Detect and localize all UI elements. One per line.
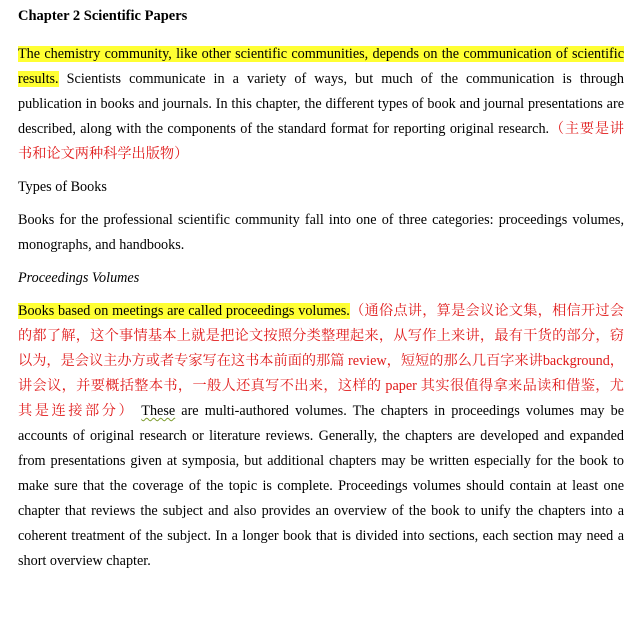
- chapter-title: Chapter 2 Scientific Papers: [18, 8, 188, 24]
- intro-paragraph: [18, 42, 624, 167]
- intro-annotation: （主要是讲书和论文两种科学出版物）: [18, 121, 624, 162]
- intro-text: Scientists communicate in a variety of ways, but much of the communication is through publication in books and journals. In this chapter, the different types of book and journal presentations are described, along with the components of the standard format for reporting original research.: [18, 71, 624, 137]
- annotation-part-b: ，短短的那么几百字来讲: [386, 353, 543, 369]
- proceedings-annotation: [18, 303, 624, 419]
- intro-highlight: The chemistry community, like other scientific communities, depends on the communication of scientific results.: [18, 46, 624, 87]
- proceedings-highlight: Books based on meetings are called proceedings volumes.: [18, 303, 350, 319]
- proceedings-heading: Proceedings Volumes: [18, 270, 140, 286]
- annotation-part-c: ，讲会议，并要概括整本书，一般人还真写不出来，这样的: [18, 353, 624, 394]
- proceedings-paragraph: [18, 299, 624, 574]
- types-heading: Types of Books: [18, 179, 107, 195]
- annotation-part-d: 其实很值得拿来品读和借鉴，尤其是连接部分）: [18, 378, 624, 419]
- annotation-word-background: background: [542, 353, 610, 369]
- annotation-word-review: review: [348, 353, 387, 369]
- annotation-part-a: （通俗点讲，算是会议论文集，相信开过会的都了解，这个事情基本上就是把论文按照分类整理起来，从写作上来讲，最有干货的部分，窃以为，是会议主办方或者专家写在这书本前面的那篇: [18, 303, 624, 369]
- proceedings-text: are multi-authored volumes. The chapters in proceedings volumes may be accounts of original research or literature reviews. Generally, the chapters are developed and expanded from presentations given at symposia, but additional chapters may be written especially for the book to make sure that the coverage of the topic is complete. Proceedings volumes should contain at least one chapter that reviews the subject and also provides an overview of the book to unify the chapters into a coherent treatment of the subject. In a longer book that is divided into sections, each section may need a short overview chapter.: [18, 403, 624, 569]
- spellcheck-word-these: These: [141, 403, 176, 419]
- types-paragraph: Books for the professional scientific community fall into one of three categories: proceedings volumes, monographs, and handbooks.: [18, 212, 624, 253]
- annotation-word-paper: paper: [385, 378, 417, 394]
